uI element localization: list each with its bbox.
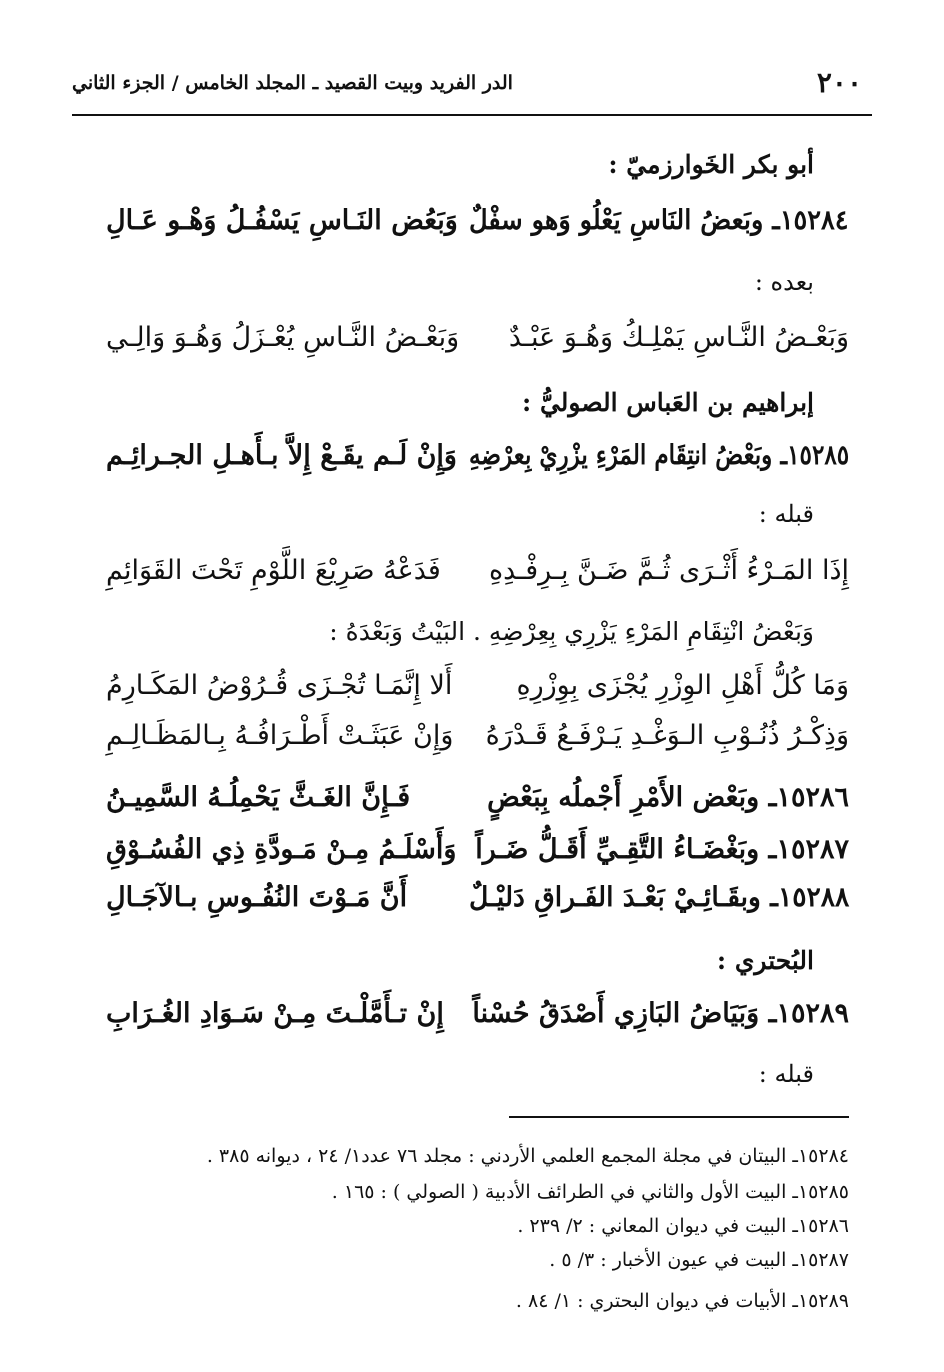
verse-right-hemistich: ١٥٢٨٦ـ وبَعْض الأَمْرِ أَجْملُه بِبَعْضٍ [487, 782, 849, 813]
verse-left-hemistich: وَإِنْ لَـم يقَـعْ إِلاَّ بـأَهـلِ الجـرائِـم [106, 440, 457, 471]
verse-right-hemistich: ١٥٢٨٧ـ وبَغْضَـاءُ التَّقِـيِّ أَقَـلُّ ضَـراً [475, 834, 849, 865]
verse-right-hemistich: وَمَا كُلُّ أَهْلِ الوِزْرِ يُجْزَى بِوِزْرِهِ [516, 670, 849, 701]
verse-left-hemistich: وَبَعُض النَـاسِ يَسْفُـلُ وَهْـو عَـالِ [106, 205, 458, 236]
verse-right-hemistich: إِذَا المَـرْءُ أَثْـرَى ثُـمَّ ضَـنَّ بِـرِفْـدِهِ [489, 555, 849, 586]
intro-after: بعده : [754, 268, 814, 296]
page-number: ٢٠٠ [816, 66, 862, 99]
poet-heading: البُحتري : [716, 946, 814, 975]
verse-right-hemistich: ١٥٢٨٥ـ وبَعْضُ انتِقَام المَرْءِ يزْرِيْ بِعرْضِهِ [468, 440, 849, 471]
verse-left-hemistich: وَأَسْلَـمُ مِـنْ مَـودَّةِ ذِي الفُسُـوْقِ [106, 834, 457, 865]
footnote: ١٥٢٨٦ـ البيت في ديوان المعاني : ٢/ ٢٣٩ . [517, 1215, 849, 1237]
verse-right-hemistich: وَبَعْـضُ النَّـاسِ يَمْلِـكُ وَهُـوَ عَبْـدٌ [508, 322, 849, 353]
poet-heading: أبو بكر الخَوارزميّ : [608, 150, 814, 179]
verse-right-hemistich: ١٥٢٨٤ـ وبَعضُ النَاسِ يَعْلُو وَهو سفْلٌ [469, 205, 849, 236]
intro-before: قبله : [758, 1060, 814, 1088]
verse-left-hemistich: أَلا إِنَّمَـا تُجْـزَى قُـرُوْضُ المَكَـارِمُ [106, 670, 453, 701]
footnote: ١٥٢٨٩ـ الأبيات في ديوان البحتري : ١/ ٨٤ . [515, 1290, 849, 1312]
footnote-divider [509, 1116, 849, 1118]
footnote: ١٥٢٨٤ـ البيتان في مجلة المجمع العلمي الأردني : مجلد ٧٦ عدد١/ ٢٤ ، ديوانه ٣٨٥ . [206, 1145, 849, 1167]
verse-left-hemistich: فَدَعْهُ صَرِيْعَ اللَّوْمِ تَحْتَ القَوَائِمِ [106, 555, 441, 586]
page-header [72, 62, 872, 116]
poet-heading: إبراهيم بن العَباس الصوليُّ : [522, 388, 814, 417]
intro-before: قبله : [758, 500, 814, 528]
verse-right-hemistich: وَذِكْـرُ ذُنُـوْبِ الـوَغْـدِ يَـرْفَـعُ قَـدْرَهُ [485, 720, 849, 751]
verse-left-hemistich: إِنْ تـأَمَّلْـتَ مِـنْ سَـوَادِ الغُـرَابِ [106, 998, 444, 1029]
footnote: ١٥٢٨٥ـ البيت الأول والثاني في الطرائف الأدبية ( الصولي ) : ١٦٥ . [331, 1181, 849, 1203]
running-title: الدر الفريد وبيت القصيد ـ المجلد الخامس / الجزء الثاني [72, 72, 513, 94]
verse-left-hemistich: فَـإِنَّ الغَـثَّ يَحْمِلُـهُ السَّمِيـنُ [106, 782, 411, 813]
verse-right-hemistich: ١٥٢٨٩ـ وَبَيَاضُ البَازِي أَصْدَقُ حُسْناً [472, 998, 849, 1029]
footnote: ١٥٢٨٧ـ البيت في عيون الأخبار : ٣/ ٥ . [549, 1249, 849, 1271]
verse-right-hemistich: ١٥٢٨٨ـ وبقَـائِـيْ بَعْـدَ الفَـراقِ دَليْـلٌ [468, 882, 849, 913]
verse-left-hemistich: وَبَعْـضُ النَّـاسِ يُعْـزَلُ وَهُـوَ وَالِـي [106, 322, 460, 353]
verse-left-hemistich: وَإِنْ عَبَثَـتْ أَطْـرَافُـهُ بِـالمَظَـالِـمِ [106, 720, 454, 751]
verse-left-hemistich: أَنَّ مَـوْتَ النُفُـوسِ بـالآجَـالِ [106, 882, 408, 913]
prose-line: وَبَعْضُ انْتِقَامِ المَرْءِ يَزْرِي بِعِرْضِهِ . البَيْتُ وَبَعْدَهُ : [329, 617, 814, 646]
